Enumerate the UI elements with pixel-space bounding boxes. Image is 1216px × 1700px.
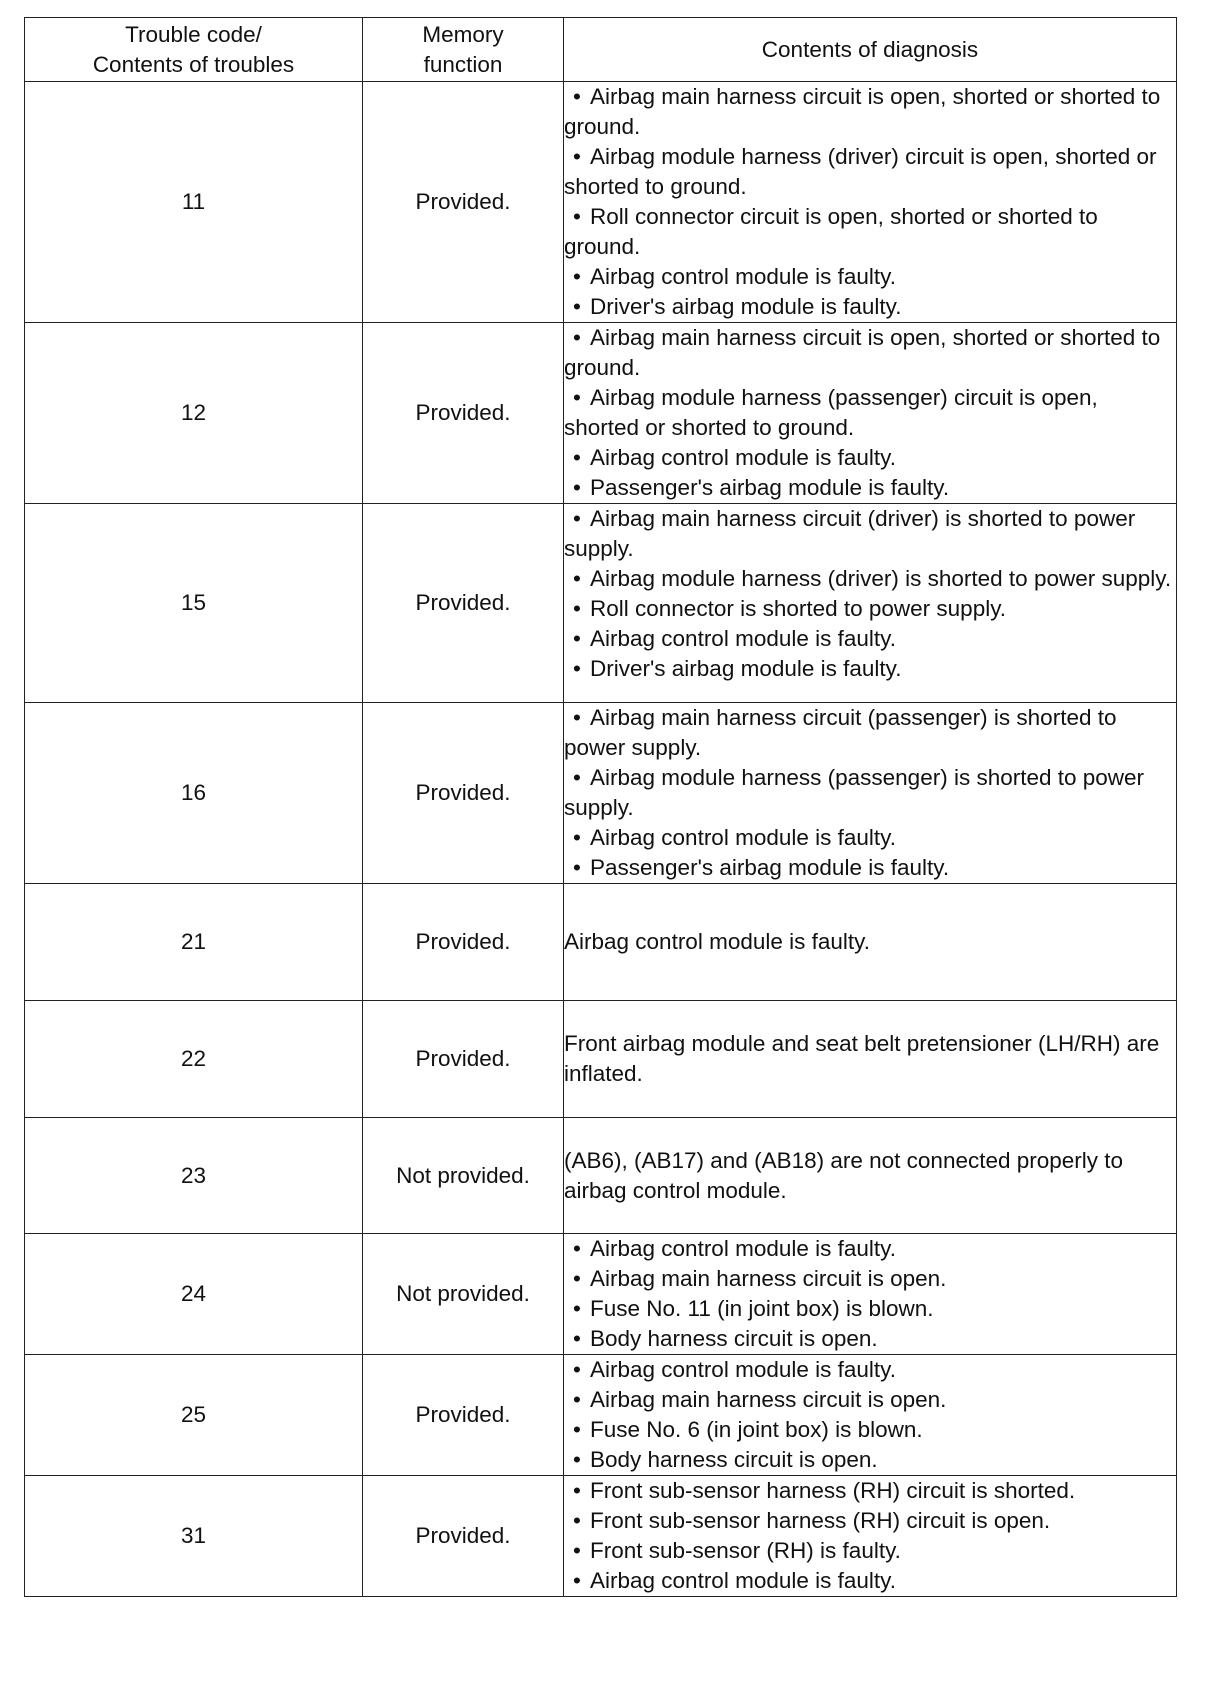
diagnosis-item-text: Airbag module harness (passenger) is shorted to power supply. [564,765,1145,820]
diagnosis-item [564,1445,1176,1475]
trouble-code: 11 [25,82,363,323]
diagnosis-item-text: Passenger's airbag module is faulty. [590,475,950,500]
table-row [25,323,1177,504]
diagnosis-item-text: Airbag main harness circuit (passenger) is shorted to power supply. [564,705,1117,760]
table-row [25,1476,1177,1597]
diagnosis-item [564,383,1176,443]
diagnosis-item-text: Airbag control module is faulty. [590,1236,896,1261]
bullet-icon: • [573,1447,581,1472]
bullet-icon: • [573,144,581,169]
diagnosis-item-text: Front sub-sensor harness (RH) circuit is shorted. [590,1478,1076,1503]
diagnosis-contents [564,703,1177,884]
bullet-icon: • [573,1417,581,1442]
bullet-icon: • [573,1357,581,1382]
diagnosis-item-text: Airbag main harness circuit is open, shorted or shorted to ground. [564,325,1161,380]
trouble-code: 31 [25,1476,363,1597]
diagnosis-item [564,624,1176,654]
table-row [25,703,1177,884]
trouble-code-table [24,17,1177,1597]
diagnosis-item [564,1476,1176,1506]
bullet-icon: • [573,566,581,591]
bullet-icon: • [573,626,581,651]
diagnosis-contents [564,1355,1177,1476]
diagnosis-item-text: Fuse No. 11 (in joint box) is blown. [590,1296,934,1321]
header-memory-line2: function [423,51,503,77]
bullet-icon: • [573,825,581,850]
header-contents-of-diagnosis: Contents of diagnosis [564,18,1177,82]
diagnosis-item-text: Front sub-sensor harness (RH) circuit is open. [590,1508,1051,1533]
diagnosis-item [564,1355,1176,1385]
bullet-icon: • [573,656,581,681]
bullet-icon: • [573,84,581,109]
header-memory-line1: Memory [422,21,504,47]
header-row [25,18,1177,82]
bullet-icon: • [573,1478,581,1503]
bullet-icon: • [573,855,581,880]
diagnosis-item [564,594,1176,624]
diagnosis-item [564,1566,1176,1596]
diagnosis-contents [564,1234,1177,1355]
diagnosis-item [564,82,1176,142]
table-row [25,1001,1177,1118]
trouble-code: 23 [25,1118,363,1234]
bullet-icon: • [573,1508,581,1533]
diagnosis-item-text: Airbag control module is faulty. [590,264,896,289]
diagnosis-item-text: Roll connector circuit is open, shorted or shorted to ground. [564,204,1098,259]
memory-function: Provided. [363,1001,564,1118]
diagnosis-item [564,1264,1176,1294]
bullet-icon: • [573,1236,581,1261]
trouble-code: 15 [25,504,363,703]
bullet-icon: • [573,204,581,229]
trouble-code: 24 [25,1234,363,1355]
diagnosis-item [564,262,1176,292]
bullet-icon: • [573,1387,581,1412]
trouble-code: 22 [25,1001,363,1118]
diagnosis-text: Front airbag module and seat belt pretensioner (LH/RH) are inflated. [564,1031,1160,1086]
diagnosis-item [564,443,1176,473]
diagnosis-item [564,703,1176,763]
memory-function: Provided. [363,884,564,1001]
diagnosis-item-text: Airbag control module is faulty. [590,445,896,470]
memory-function: Provided. [363,1476,564,1597]
bullet-icon: • [573,506,581,531]
diagnosis-item-text: Passenger's airbag module is faulty. [590,855,950,880]
bullet-icon: • [573,1296,581,1321]
diagnosis-item-text: Body harness circuit is open. [590,1447,878,1472]
bullet-icon: • [573,1568,581,1593]
diagnosis-item [564,564,1176,594]
memory-function: Not provided. [363,1234,564,1355]
diagnosis-item-text: Roll connector is shorted to power supply. [590,596,1007,621]
diagnosis-item-text: Driver's airbag module is faulty. [590,294,902,319]
trouble-code: 21 [25,884,363,1001]
bullet-icon: • [573,705,581,730]
diagnosis-item [564,1506,1176,1536]
bullet-icon: • [573,385,581,410]
memory-function: Provided. [363,703,564,884]
diagnosis-contents [564,1118,1177,1234]
bullet-icon: • [573,1538,581,1563]
diagnosis-text: Airbag control module is faulty. [564,929,870,954]
diagnosis-item-text: Driver's airbag module is faulty. [590,656,902,681]
diagnosis-item [564,1294,1176,1324]
memory-function: Not provided. [363,1118,564,1234]
diagnosis-contents [564,504,1177,703]
trouble-code: 16 [25,703,363,884]
table-row [25,1118,1177,1234]
memory-function: Provided. [363,82,564,323]
diagnosis-item-text: Front sub-sensor (RH) is faulty. [590,1538,901,1563]
diagnosis-item-text: Airbag module harness (driver) is shorted to power supply. [590,566,1172,591]
trouble-code: 25 [25,1355,363,1476]
diagnosis-item-text: Airbag main harness circuit is open. [590,1266,947,1291]
diagnosis-item-text: Fuse No. 6 (in joint box) is blown. [590,1417,923,1442]
memory-function: Provided. [363,504,564,703]
diagnosis-item [564,504,1176,564]
table-row [25,82,1177,323]
diagnosis-item-text: Airbag module harness (driver) circuit is open, shorted or shorted to ground. [564,144,1157,199]
bullet-icon: • [573,765,581,790]
diagnosis-text: (AB6), (AB17) and (AB18) are not connected properly to airbag control module. [564,1147,1124,1203]
table-row [25,1234,1177,1355]
bullet-icon: • [573,1266,581,1291]
table-row [25,1355,1177,1476]
bullet-icon: • [573,475,581,500]
diagnosis-contents [564,82,1177,323]
diagnosis-item [564,142,1176,202]
diagnosis-item-text: Body harness circuit is open. [590,1326,878,1351]
bullet-icon: • [573,1326,581,1351]
diagnosis-item [564,1324,1176,1354]
diagnosis-item [564,202,1176,262]
memory-function: Provided. [363,1355,564,1476]
diagnosis-item-text: Airbag control module is faulty. [590,1357,896,1382]
diagnosis-item-text: Airbag control module is faulty. [590,825,896,850]
diagnosis-item [564,473,1176,503]
header-trouble-code-line2: Contents of troubles [92,51,295,77]
diagnosis-item [564,823,1176,853]
diagnosis-contents [564,1001,1177,1118]
memory-function: Provided. [363,323,564,504]
diagnosis-item [564,323,1176,383]
diagnosis-contents [564,323,1177,504]
diagnosis-item [564,1536,1176,1566]
diagnosis-item [564,1385,1176,1415]
diagnosis-item [564,292,1176,322]
diagnosis-item [564,1234,1176,1264]
diagnosis-item-text: Airbag module harness (passenger) circuit is open, shorted or shorted to ground. [564,385,1098,440]
diagnosis-item [564,853,1176,883]
header-trouble-code-line1: Trouble code/ [125,21,262,47]
trouble-code: 12 [25,323,363,504]
diagnosis-item [564,763,1176,823]
header-trouble-code [25,18,363,82]
diagnosis-item-text: Airbag main harness circuit is open. [590,1387,947,1412]
diagnosis-item-text: Airbag main harness circuit (driver) is shorted to power supply. [564,506,1136,561]
bullet-icon: • [573,596,581,621]
diagnosis-item-text: Airbag main harness circuit is open, shorted or shorted to ground. [564,84,1161,139]
bullet-icon: • [573,325,581,350]
diagnosis-item-text: Airbag control module is faulty. [590,1568,896,1593]
diagnosis-item-text: Airbag control module is faulty. [590,626,896,651]
bullet-icon: • [573,445,581,470]
diagnosis-contents [564,1476,1177,1597]
diagnosis-item [564,654,1176,684]
header-memory-function [363,18,564,82]
table-row [25,504,1177,703]
diagnosis-contents [564,884,1177,1001]
diagnosis-item [564,1415,1176,1445]
bullet-icon: • [573,264,581,289]
table-row [25,884,1177,1001]
bullet-icon: • [573,294,581,319]
